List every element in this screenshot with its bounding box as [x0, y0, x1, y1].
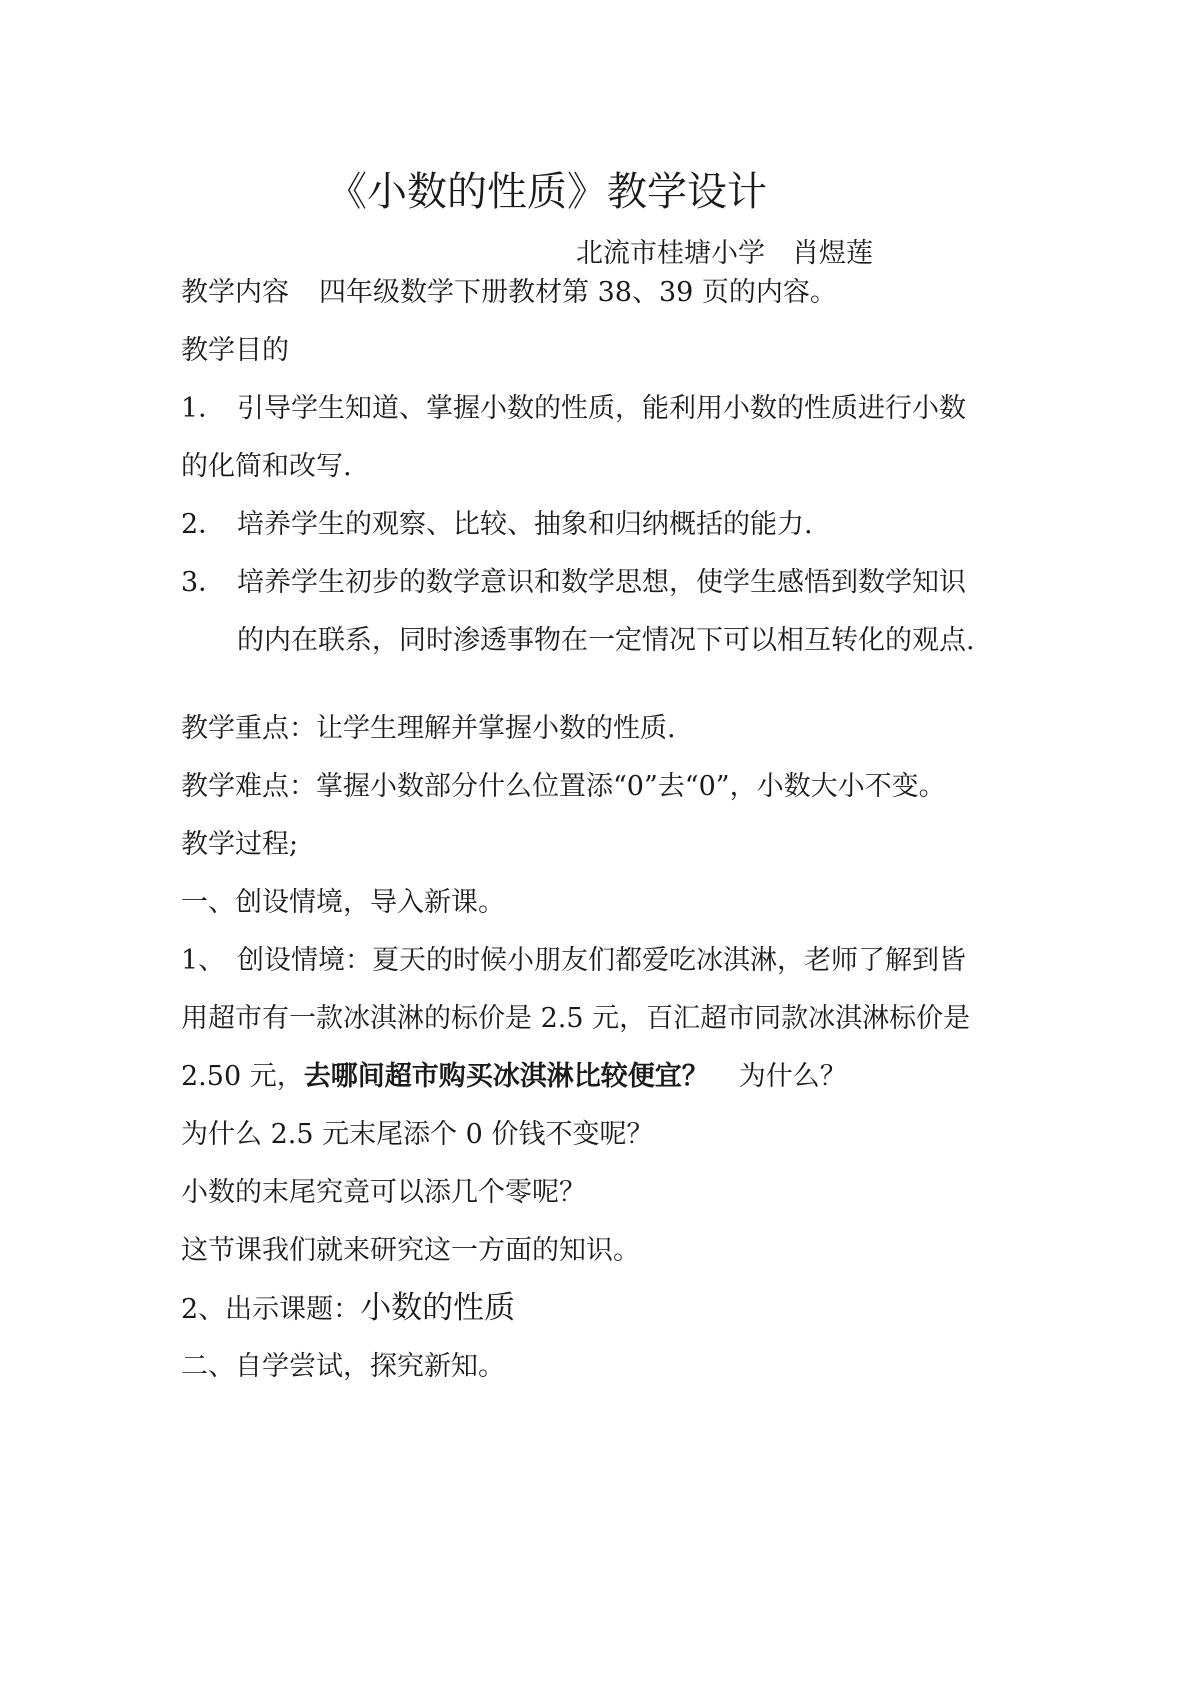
- step-1-line-2: 用超市有一款冰淇淋的标价是 2.5 元，百汇超市同款冰淇淋标价是: [181, 1003, 971, 1034]
- teaching-content-text: 四年级数学下册教材第 38、39 页的内容。: [319, 277, 837, 308]
- objective-item-2: [181, 508, 813, 542]
- step-2: [181, 1291, 515, 1327]
- teaching-content-label: 教学内容: [181, 277, 289, 308]
- objective-text: 引导学生知道、掌握小数的性质，能利用小数的性质进行小数: [237, 393, 966, 424]
- objective-number: 3．: [181, 567, 226, 598]
- objective-number: 1．: [181, 393, 226, 424]
- step-1-line-3: [181, 1060, 847, 1094]
- objective-number: 2．: [181, 509, 226, 540]
- objective-item-1: [181, 392, 966, 426]
- process-heading: 教学过程;: [181, 829, 299, 860]
- step-1: [181, 944, 966, 978]
- question-2: 小数的末尾究竟可以添几个零呢？: [181, 1177, 586, 1208]
- objective-item-1-continued: 的化简和改写.: [181, 451, 352, 482]
- question-3: 这节课我们就来研究这一方面的知识。: [181, 1235, 640, 1266]
- step-2-prefix: 2、出示课题：: [181, 1294, 361, 1325]
- key-point: 教学重点：让学生理解并掌握小数的性质.: [181, 713, 676, 744]
- step-1-text: 创设情境：夏天的时候小朋友们都爱吃冰淇淋，老师了解到皆: [237, 945, 966, 976]
- step-2-topic: 小数的性质: [360, 1290, 516, 1326]
- objectives-heading: 教学目的: [181, 335, 289, 366]
- objective-text: 培养学生的观察、比较、抽象和归纳概括的能力.: [237, 509, 813, 540]
- price-text: 2.50 元，: [181, 1061, 304, 1092]
- why-question: 为什么？: [738, 1061, 847, 1092]
- objective-item-3: [181, 566, 966, 600]
- difficulty-point: 教学难点：掌握小数部分什么位置添“0”去“0”，小数大小不变。: [181, 771, 946, 802]
- bold-question: 去哪间超市购买冰淇淋比较便宜？: [303, 1061, 709, 1092]
- section-1-heading: 一、创设情境，导入新课。: [181, 887, 505, 918]
- section-2-heading: 二、自学尝试，探究新知。: [181, 1351, 505, 1382]
- objective-text: 培养学生初步的数学意识和数学思想，使学生感悟到数学知识: [237, 567, 966, 598]
- document-title: 《小数的性质》教学设计: [327, 169, 767, 215]
- question-1: 为什么 2.5 元末尾添个 0 价钱不变呢？: [181, 1119, 654, 1150]
- teaching-content: [181, 276, 837, 310]
- step-number: 1、: [181, 945, 226, 976]
- objective-item-3-continued: 的内在联系，同时渗透事物在一定情况下可以相互转化的观点.: [237, 625, 975, 656]
- author-line: 北流市桂塘小学 肖煜莲: [576, 238, 873, 269]
